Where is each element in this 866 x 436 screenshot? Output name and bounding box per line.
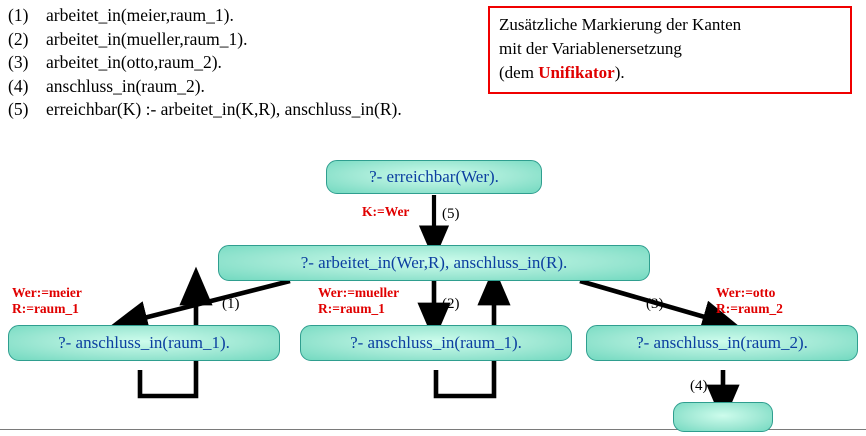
goal-node-resolvent[interactable] — [218, 245, 650, 281]
program-line-number: (3) — [8, 52, 29, 72]
annotation-line-3-prefix: (dem — [499, 63, 539, 82]
program-line-text: erreichbar(K) :- arbeitet_in(K,R), anschluss_in(R). — [46, 99, 402, 119]
rule-label-3: (3) — [646, 296, 664, 312]
goal-node-branch-2[interactable] — [300, 325, 572, 361]
goal-node-empty[interactable] — [673, 402, 773, 432]
goal-node-branch-1-label: ?- anschluss_in(raum_1). — [58, 333, 230, 352]
edge-label-branch-1-line-1: Wer:=meier — [12, 285, 82, 300]
annotation-line-3-suffix: ). — [614, 63, 625, 82]
edge-label-branch-2-line-2: R:=raum_1 — [318, 300, 385, 316]
annotation-line-2: mit der Variablenersetzung — [499, 39, 682, 58]
rule-label-4: (4) — [690, 378, 708, 394]
edge-label-branch-3-line-1: Wer:=otto — [716, 285, 776, 300]
edge-label-branch-1 — [12, 285, 82, 316]
program-line-text: arbeitet_in(otto,raum_2). — [46, 52, 222, 72]
rule-label-1: (1) — [222, 296, 240, 312]
rule-label-2: (2) — [442, 296, 460, 312]
program-line-number: (4) — [8, 75, 29, 96]
edge-label-branch-1-line-2: R:=raum_1 — [12, 300, 79, 316]
program-line-number: (2) — [8, 28, 29, 49]
edge-n1-n2 — [128, 281, 290, 322]
program-line-text: arbeitet_in(mueller,raum_1). — [46, 28, 248, 49]
program-line-number: (1) — [8, 5, 29, 25]
program-line-text: arbeitet_in(meier,raum_1). — [46, 5, 234, 25]
edge-label-branch-2 — [318, 285, 399, 316]
goal-node-root[interactable] — [326, 160, 542, 194]
rule-label-5: (5) — [442, 206, 460, 222]
goal-node-branch-2-label: ?- anschluss_in(raum_1). — [350, 333, 522, 352]
goal-node-branch-1[interactable] — [8, 325, 280, 361]
program-line-number: (5) — [8, 99, 29, 119]
goal-node-root-label: ?- erreichbar(Wer). — [369, 167, 499, 186]
edge-label-root-line-1: K:=Wer — [362, 204, 410, 219]
annotation-emphasis: Unifikator — [538, 63, 615, 82]
edge-label-branch-3-line-2: R:=raum_2 — [716, 300, 783, 316]
annotation-line-1: Zusätzliche Markierung der Kanten — [499, 15, 742, 34]
program-line-text: anschluss_in(raum_2). — [46, 75, 205, 96]
goal-node-resolvent-label: ?- arbeitet_in(Wer,R), anschluss_in(R). — [300, 253, 568, 272]
goal-node-branch-3-label: ?- anschluss_in(raum_2). — [636, 333, 808, 352]
edge-label-branch-2-line-1: Wer:=mueller — [318, 285, 400, 300]
edge-label-root — [362, 204, 409, 220]
goal-node-branch-3[interactable] — [586, 325, 858, 361]
edge-label-branch-3 — [716, 285, 783, 316]
